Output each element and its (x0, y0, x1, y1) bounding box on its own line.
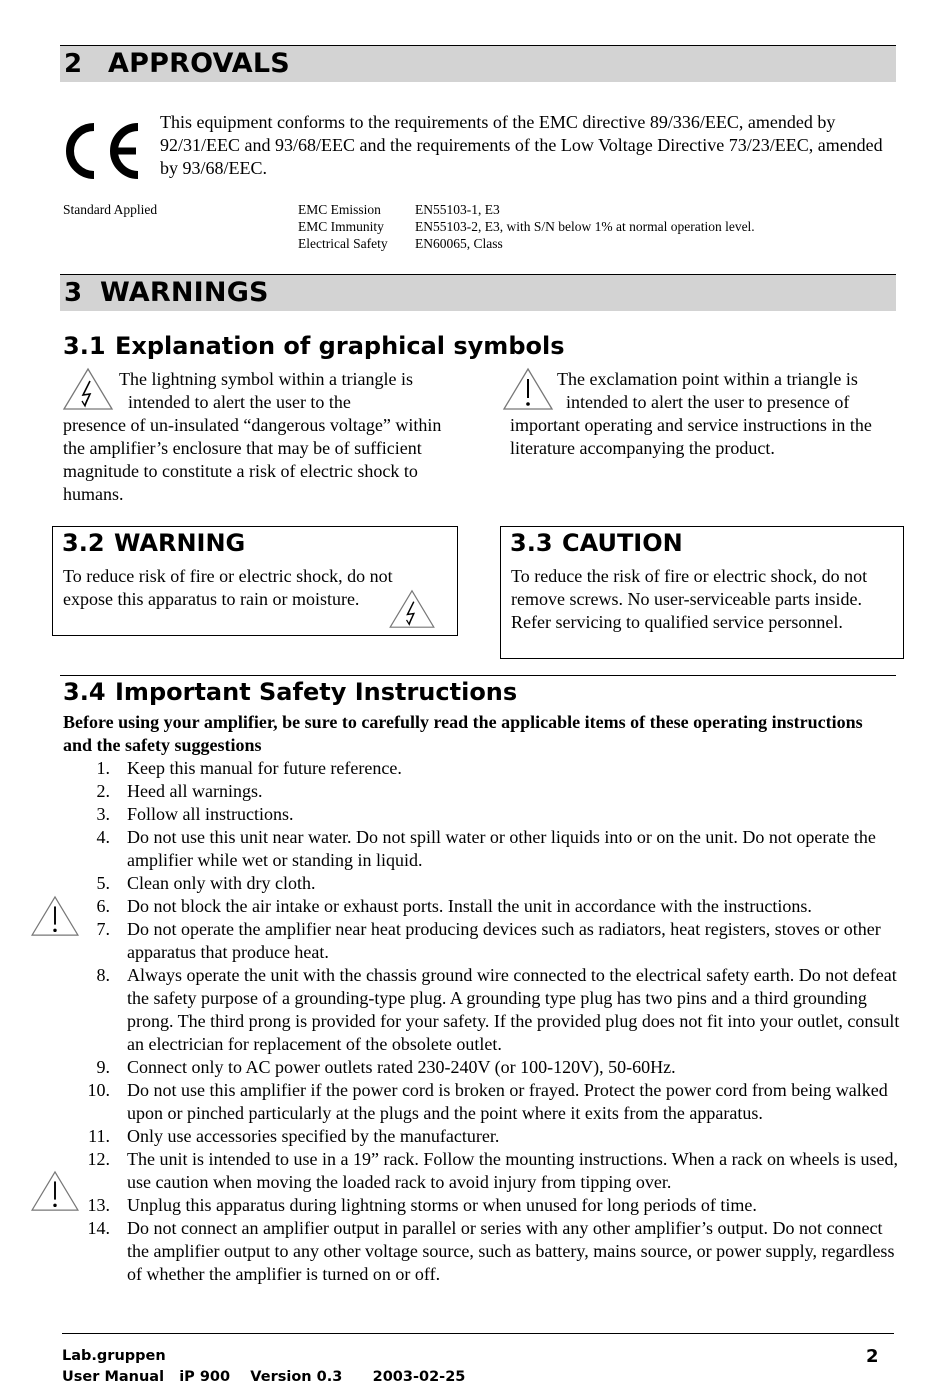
page-number: 2 (866, 1346, 879, 1367)
list-item: 1. Keep this manual for future reference. (96, 758, 402, 778)
exclamation-line2: intended to alert the user to presence of (566, 392, 850, 412)
list-item: 7. Do not operate the amplifier near heat producing devices such as radiators, heat registers, stoves or other apparatus that produce heat. (96, 919, 881, 962)
subsection-heading-symbols: 3.1 Explanation of graphical symbols (63, 332, 565, 360)
lightning-text: presence of un-insulated “dangerous voltage” within the amplifier’s enclosure that may be of sufficient magnitude to constitute a risk of electric shock to humans. (63, 415, 442, 504)
lightning-line1: The lightning symbol within a triangle is (119, 369, 413, 389)
footer-brand: Lab.gruppen (62, 1348, 166, 1364)
warning-heading: 3.2 WARNING (62, 529, 246, 557)
caution-text: To reduce the risk of fire or electric shock, do not remove screws. No user-serviceable parts inside. Refer servicing to qualified service personnel. (511, 566, 868, 632)
list-item: 10. Do not use this amplifier if the power cord is broken or frayed. Protect the power cord from being walked upon or pinched particularly at the plugs and the point where it exits from the apparatus. (87, 1080, 888, 1123)
standard-name: EMC Immunity (298, 219, 384, 234)
standard-label: Standard Applied (63, 202, 158, 217)
section-title: APPROVALS (108, 48, 290, 79)
section-number: 2 (64, 49, 83, 79)
lightning-line2: intended to alert the user to the (128, 392, 351, 412)
safety-intro: Before using your amplifier, be sure to carefully read the applicable items of these operating instructions and the safety suggestions (63, 712, 863, 755)
caution-heading: 3.3 CAUTION (510, 529, 683, 557)
standards-values (415, 201, 755, 252)
list-item: 8. Always operate the unit with the chassis ground wire connected to the electrical safety earth. Do not defeat the safety purpose of a grounding-type plug. A grounding type plug has two pins and a third grounding prong. The third prong is provided for your safety. If the provided plug does not fit into your outlet, consult an electrician for replacement of the obsolete outlet. (96, 965, 900, 1054)
exclamation-triangle-icon (502, 367, 554, 416)
list-item: 13. Unplug this apparatus during lightning storms or when unused for long periods of time. (87, 1195, 757, 1215)
exclamation-text: important operating and service instructions in the literature accompanying the product. (510, 415, 872, 458)
list-item: 12. The unit is intended to use in a 19” rack. Follow the mounting instructions. When a rack on wheels is used, use caution when moving the loaded rack to avoid injury from tipping over. (87, 1149, 899, 1192)
exclamation-line1: The exclamation point within a triangle is (557, 369, 858, 389)
list-item: 2. Heed all warnings. (96, 781, 263, 801)
section-banner-approvals (60, 45, 896, 82)
ce-mark-icon (64, 118, 144, 184)
list-item: 14. Do not connect an amplifier output in parallel or series with any other amplifier’s output. Do not connect the amplifier output to any other voltage source, such as battery, mains source, or power supply, regardless of whether the amplifier is turned on or off. (87, 1218, 895, 1284)
list-item: 5. Clean only with dry cloth. (96, 873, 316, 893)
divider (60, 675, 896, 676)
list-item: 3. Follow all instructions. (96, 804, 294, 824)
standard-name: EMC Emission (298, 202, 381, 217)
safety-instructions-list (60, 757, 900, 1286)
warning-text: To reduce risk of fire or electric shock, do not expose this apparatus to rain or moisture. (63, 566, 393, 609)
footer-divider (62, 1333, 894, 1334)
lightning-triangle-icon (62, 367, 114, 416)
list-item: 11. Only use accessories specified by the manufacturer. (88, 1126, 500, 1146)
lightning-triangle-icon (388, 589, 436, 634)
standards-names (298, 201, 388, 252)
subsection-heading-safety: 3.4 Important Safety Instructions (63, 678, 518, 706)
approvals-text: This equipment conforms to the requirements of the EMC directive 89/336/EEC, amended by 92/31/EEC and 93/68/EEC and the requirements of the Low Voltage Directive 73/23/EEC, amended by 93/68/EEC. (160, 112, 883, 178)
standard-name: Electrical Safety (298, 236, 388, 251)
section-banner-warnings (60, 274, 896, 311)
standard-value: EN60065, Class (415, 236, 503, 251)
standard-value: EN55103-1, E3 (415, 202, 500, 217)
section-title: WARNINGS (100, 277, 269, 308)
footer-manual-info: User Manual iP 900 Version 0.3 2003-02-25 (62, 1369, 466, 1385)
warning-box (52, 526, 458, 636)
standard-value: EN55103-2, E3, with S/N below 1% at normal operation level. (415, 219, 755, 234)
section-number: 3 (64, 278, 83, 308)
list-item: 9. Connect only to AC power outlets rated 230-240V (or 100-120V), 50-60Hz. (96, 1057, 676, 1077)
list-item: 4. Do not use this unit near water. Do not spill water or other liquids into or on the unit. Do not operate the amplifier while wet or standing in liquid. (96, 827, 876, 870)
list-item: 6. Do not block the air intake or exhaust ports. Install the unit in accordance with the instructions. (96, 896, 812, 916)
caution-box (500, 526, 904, 659)
